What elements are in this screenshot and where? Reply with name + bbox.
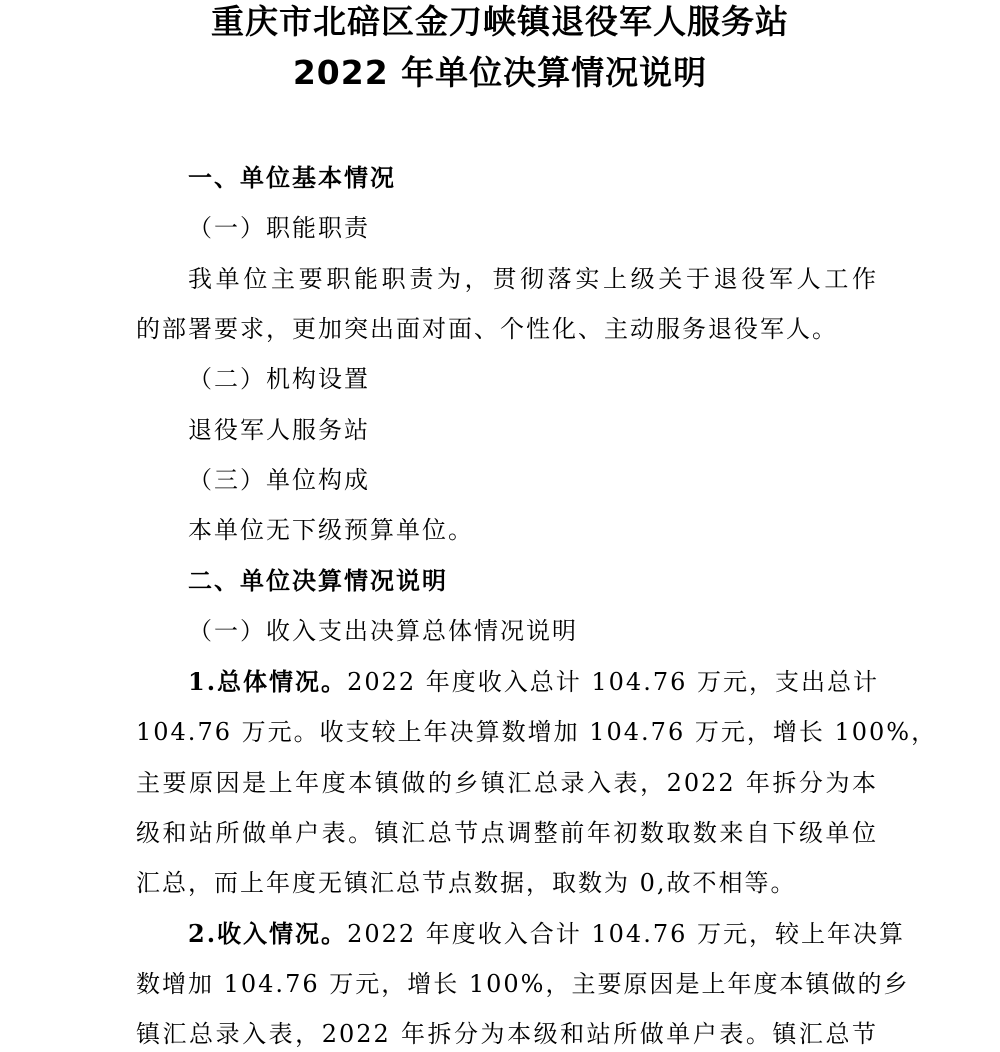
section1-sub1-heading: （一）职能职责 — [188, 214, 370, 242]
paragraph-line: 我单位主要职能职责为，贯彻落实上级关于退役军人工作 — [188, 265, 878, 293]
paragraph-line: 的部署要求，更加突出面对面、个性化、主动服务退役军人。 — [136, 315, 838, 343]
paragraph-line: 退役军人服务站 — [188, 416, 370, 444]
paragraph-text: 2022 年度收入合计 104.76 万元，较上年决算 — [347, 920, 906, 948]
paragraph-text: 2022 年度收入总计 104.76 万元，支出总计 — [347, 668, 880, 696]
paragraph-line: 汇总，而上年度无镇汇总节点数据，取数为 0,故不相等。 — [136, 869, 797, 897]
paragraph-line: 104.76 万元。收支较上年决算数增加 104.76 万元，增长 100%， — [136, 718, 938, 746]
section2-sub1-heading: （一）收入支出决算总体情况说明 — [188, 617, 578, 645]
section1-sub2-heading: （二）机构设置 — [188, 365, 370, 393]
paragraph-line: 主要原因是上年度本镇做的乡镇汇总录入表，2022 年拆分为本 — [136, 769, 878, 797]
document-title-line2: 2022 年单位决算情况说明 — [292, 53, 708, 92]
document-title-line1: 重庆市北碚区金刀峡镇退役军人服务站 — [211, 2, 789, 41]
paragraph-line — [188, 918, 906, 950]
section2-heading: 二、单位决算情况说明 — [188, 567, 448, 595]
paragraph-line — [188, 666, 878, 698]
paragraph-line: 数增加 104.76 万元，增长 100%，主要原因是上年度本镇做的乡 — [136, 970, 910, 998]
section1-sub3-heading: （三）单位构成 — [188, 466, 370, 494]
section1-heading: 一、单位基本情况 — [188, 164, 396, 192]
paragraph-line: 本单位无下级预算单位。 — [188, 516, 474, 544]
paragraph-line: 级和站所做单户表。镇汇总节点调整前年初数取数来自下级单位 — [136, 819, 878, 847]
paragraph-label: 2.收入情况。 — [188, 919, 348, 948]
paragraph-label: 1.总体情况。 — [188, 667, 348, 696]
paragraph-line: 镇汇总录入表，2022 年拆分为本级和站所做单户表。镇汇总节 — [136, 1020, 878, 1048]
